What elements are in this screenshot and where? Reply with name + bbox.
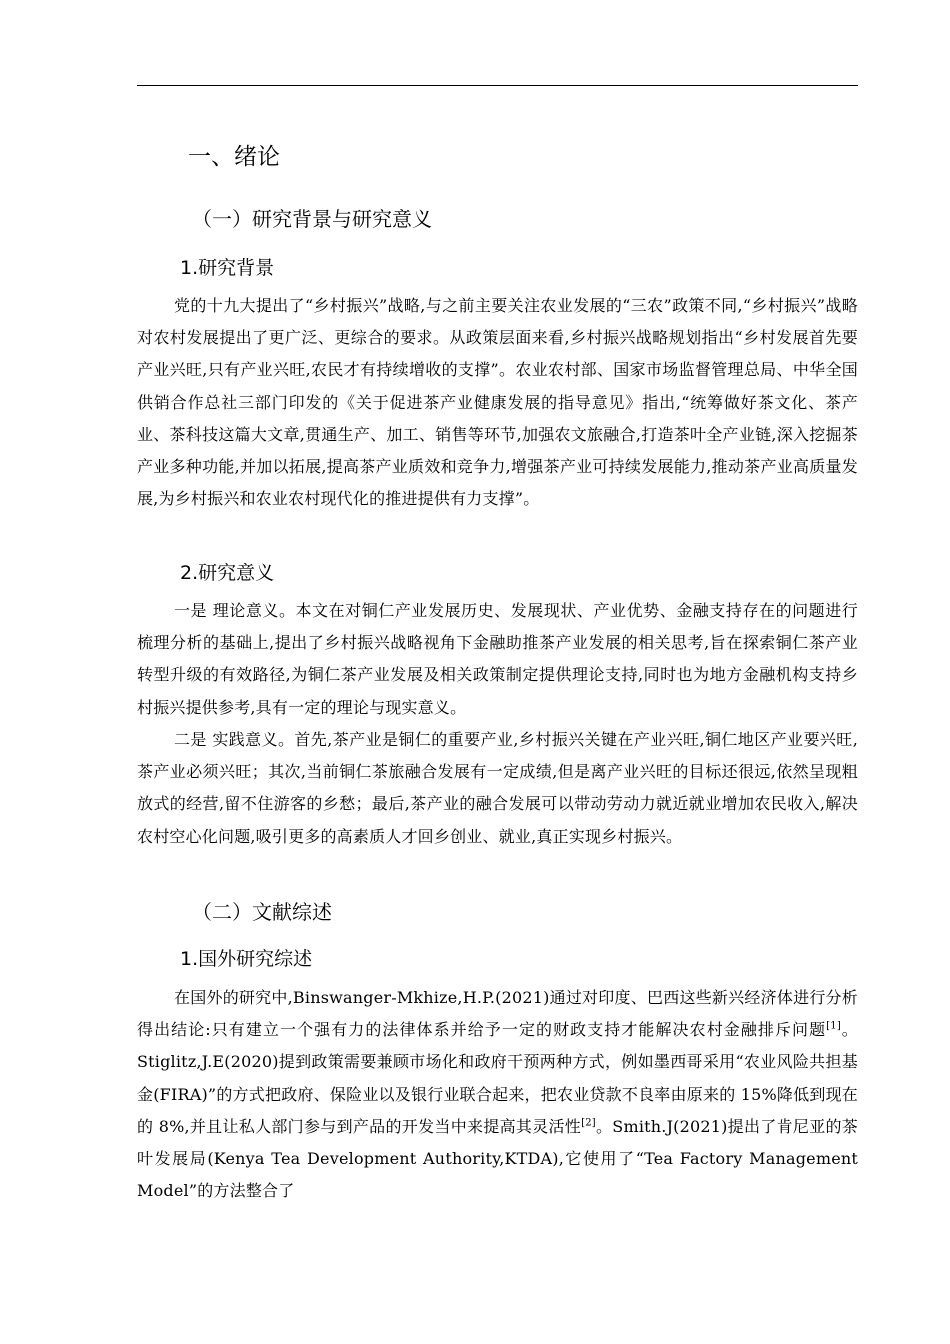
paragraph-theory: 一是 理论意义。本文在对铜仁产业发展历史、发展现状、产业优势、金融支持存在的问题进行梳理分析的基础上,提出了乡村振兴战略视角下金融助推茶产业发展的相关思考,旨在探索铜仁茶产业转型升级的有效路径,为铜仁茶产业发展及相关政策制定提供理论支持,同时也为地方金融机构支持乡村振兴提供参考,具有一定的理论与现实意义。 (137, 601, 858, 717)
citation-2: [2] (581, 1117, 596, 1129)
section-heading-literature: （二）文献综述 (192, 900, 332, 924)
chapter-heading: 一、绪论 (188, 144, 280, 170)
citation-1: [1] (826, 1020, 841, 1032)
foreign-text-2: 。Stiglitz,J.E(2020)提到政策需要兼顾市场化和政府干预两种方式，例如墨西哥采用“农业风险共担基金(FIRA)”的方式把政府、保险业以及银行业联合起来，把农业贷款不良率由原来的 15%降低到现在的 8%,并且让私人部门参与到产品的开发当中来提高其灵活性 (137, 1020, 859, 1136)
subheading-significance: 2.研究意义 (180, 562, 275, 584)
foreign-text-3: 。Smith.J(2021)提出了肯尼亚的茶叶发展局(Kenya Tea Development Authority,KTDA),它使用了“Tea Factory Management Model”的方法整合了 (137, 1116, 859, 1201)
header-rule (137, 85, 858, 86)
subheading-foreign-review: 1.国外研究综述 (180, 948, 313, 970)
subheading-background: 1.研究背景 (180, 257, 275, 279)
paragraph-practice: 二是 实践意义。首先,茶产业是铜仁的重要产业,乡村振兴关键在产业兴旺,铜仁地区产业要兴旺,茶产业必须兴旺；其次,当前铜仁茶旅融合发展有一定成绩,但是离产业兴旺的目标还很远,依然呈现粗放式的经营,留不住游客的乡愁；最后,茶产业的融合发展可以带动劳动力就近就业增加农民收入,解决农村空心化问题,吸引更多的高素质人才回乡创业、就业,真正实现乡村振兴。 (137, 730, 858, 846)
paragraph-foreign-review (137, 982, 858, 1207)
section-heading-background: （一）研究背景与研究意义 (192, 207, 432, 231)
paragraph-background: 党的十九大提出了“乡村振兴”战略,与之前主要关注农业发展的“三农”政策不同,“乡村振兴”战略对农村发展提出了更广泛、更综合的要求。从政策层面来看,乡村振兴战略规划指出“乡村发展首先要产业兴旺,只有产业兴旺,农民才有持续增收的支撑”。农业农村部、国家市场监督管理总局、中华全国供销合作总社三部门印发的《关于促进茶产业健康发展的指导意见》指出,“统筹做好茶文化、茶产业、茶科技这篇大文章,贯通生产、加工、销售等环节,加强农文旅融合,打造茶叶全产业链,深入挖掘茶产业多种功能,并加以拓展,提高茶产业质效和竞争力,增强茶产业可持续发展能力,推动茶产业高质量发展,为乡村振兴和农业农村现代化的推进提供有力支撑”。 (137, 296, 858, 509)
foreign-text-1: 在国外的研究中,Binswanger-Mkhize,H.P.(2021)通过对印度、巴西这些新兴经济体进行分析得出结论:只有建立一个强有力的法律体系并给予一定的财政支持才能解决农村金融排斥问题 (137, 988, 858, 1040)
